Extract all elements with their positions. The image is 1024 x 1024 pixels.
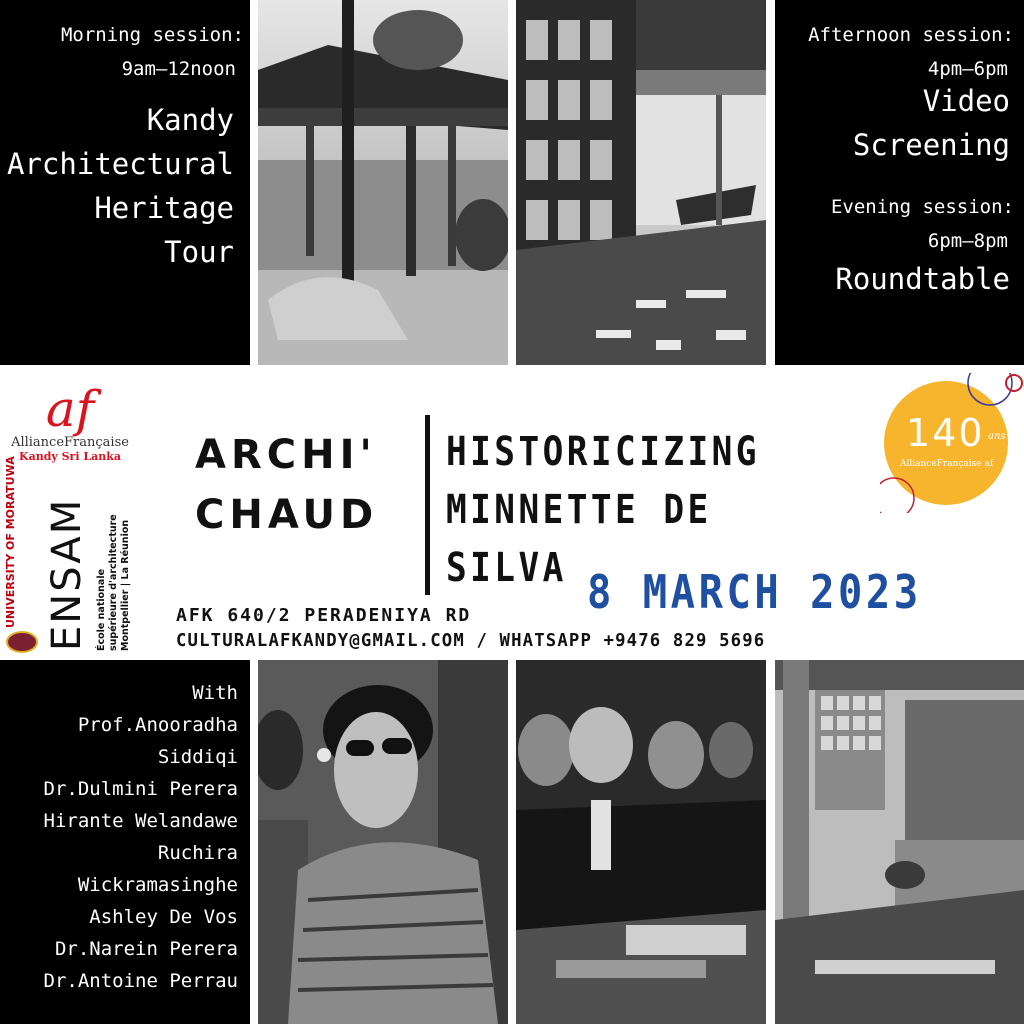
morning-label: Morning session: [60, 24, 244, 46]
moratuwa-name: UNIVERSITY OF MORATUWA [4, 456, 17, 628]
speaker-line: Ruchira [157, 842, 238, 864]
event-address: AFK 640/2 PERADENIYA RD [176, 605, 472, 626]
evening-title: Roundtable [835, 262, 1010, 296]
moratuwa-logo [4, 456, 44, 648]
af-mark: af [45, 380, 95, 438]
event-contact: CULTURALAFKANDY@GMAIL.COM / WHATSAPP +9476 829 5696 [176, 630, 766, 651]
speakers-panel [0, 660, 250, 1024]
morning-time: 9am–12noon [121, 58, 236, 80]
event-band [0, 365, 1024, 660]
af-name: AllianceFrançaise [11, 435, 129, 450]
anniversary-number: 140 [906, 411, 985, 455]
afternoon-label: Afternoon session: [808, 24, 1014, 46]
veranda-photo [516, 0, 766, 365]
speaker-line: Dr.Narein Perera [54, 938, 238, 960]
conference-photo [516, 660, 766, 1024]
morning-title-line: Kandy [146, 103, 234, 137]
speaker-line: Prof.Anooradha [77, 714, 238, 736]
moratuwa-crest-icon [6, 631, 38, 653]
archi-chaud-line: ARCHI' [195, 432, 377, 478]
alliance-francaise-logo [0, 380, 140, 493]
interior-photo [775, 660, 1024, 1024]
anniversary-af-name: AllianceFrançaise af [900, 459, 994, 469]
event-title-left [195, 425, 415, 545]
speaker-line: Siddiqi [157, 746, 238, 768]
anniversary-ans: ans [988, 431, 1006, 442]
ensam-sub [96, 513, 132, 651]
ensam-sub-line: Montpellier | La Réunion [120, 519, 131, 651]
ensam-logo [44, 497, 134, 653]
ensam-sub-line: École nationale [96, 568, 107, 651]
morning-title-line: Tour [164, 235, 234, 269]
morning-panel [0, 0, 250, 365]
pavilion-photo [258, 0, 508, 365]
speaker-line: Hirante Welandawe [43, 810, 238, 832]
title-divider [425, 415, 430, 595]
speaker-line: Wickramasinghe [77, 874, 238, 896]
evening-time: 6pm–8pm [927, 230, 1008, 252]
speaker-line: Dr.Dulmini Perera [43, 778, 238, 800]
ensam-mark: ENSAM [44, 497, 90, 651]
morning-title-line: Heritage [94, 191, 234, 225]
ensam-sub-line: supérieure d'architecture [108, 514, 119, 651]
minnette-portrait-photo [258, 660, 508, 1024]
event-date: 8 MARCH 2023 [587, 565, 922, 619]
evening-label: Evening session: [830, 196, 1014, 218]
historicizing-line: MINNETTE DE SILVA [446, 487, 712, 591]
af-place: Kandy Sri Lanka [19, 450, 121, 463]
afternoon-title-line: Screening [852, 128, 1010, 162]
anniversary-badge [880, 373, 1024, 513]
speakers-intro: With [192, 682, 238, 704]
speaker-line: Ashley De Vos [89, 906, 238, 928]
historicizing-line: HISTORICIZING [446, 429, 760, 475]
speaker-line: Dr.Antoine Perrau [43, 970, 238, 992]
morning-title-line: Architectural [7, 147, 234, 181]
archi-chaud-line: CHAUD [195, 492, 379, 538]
afternoon-title-line: Video [922, 84, 1010, 118]
afternoon-time: 4pm–6pm [927, 58, 1008, 80]
afternoon-panel [775, 0, 1024, 365]
